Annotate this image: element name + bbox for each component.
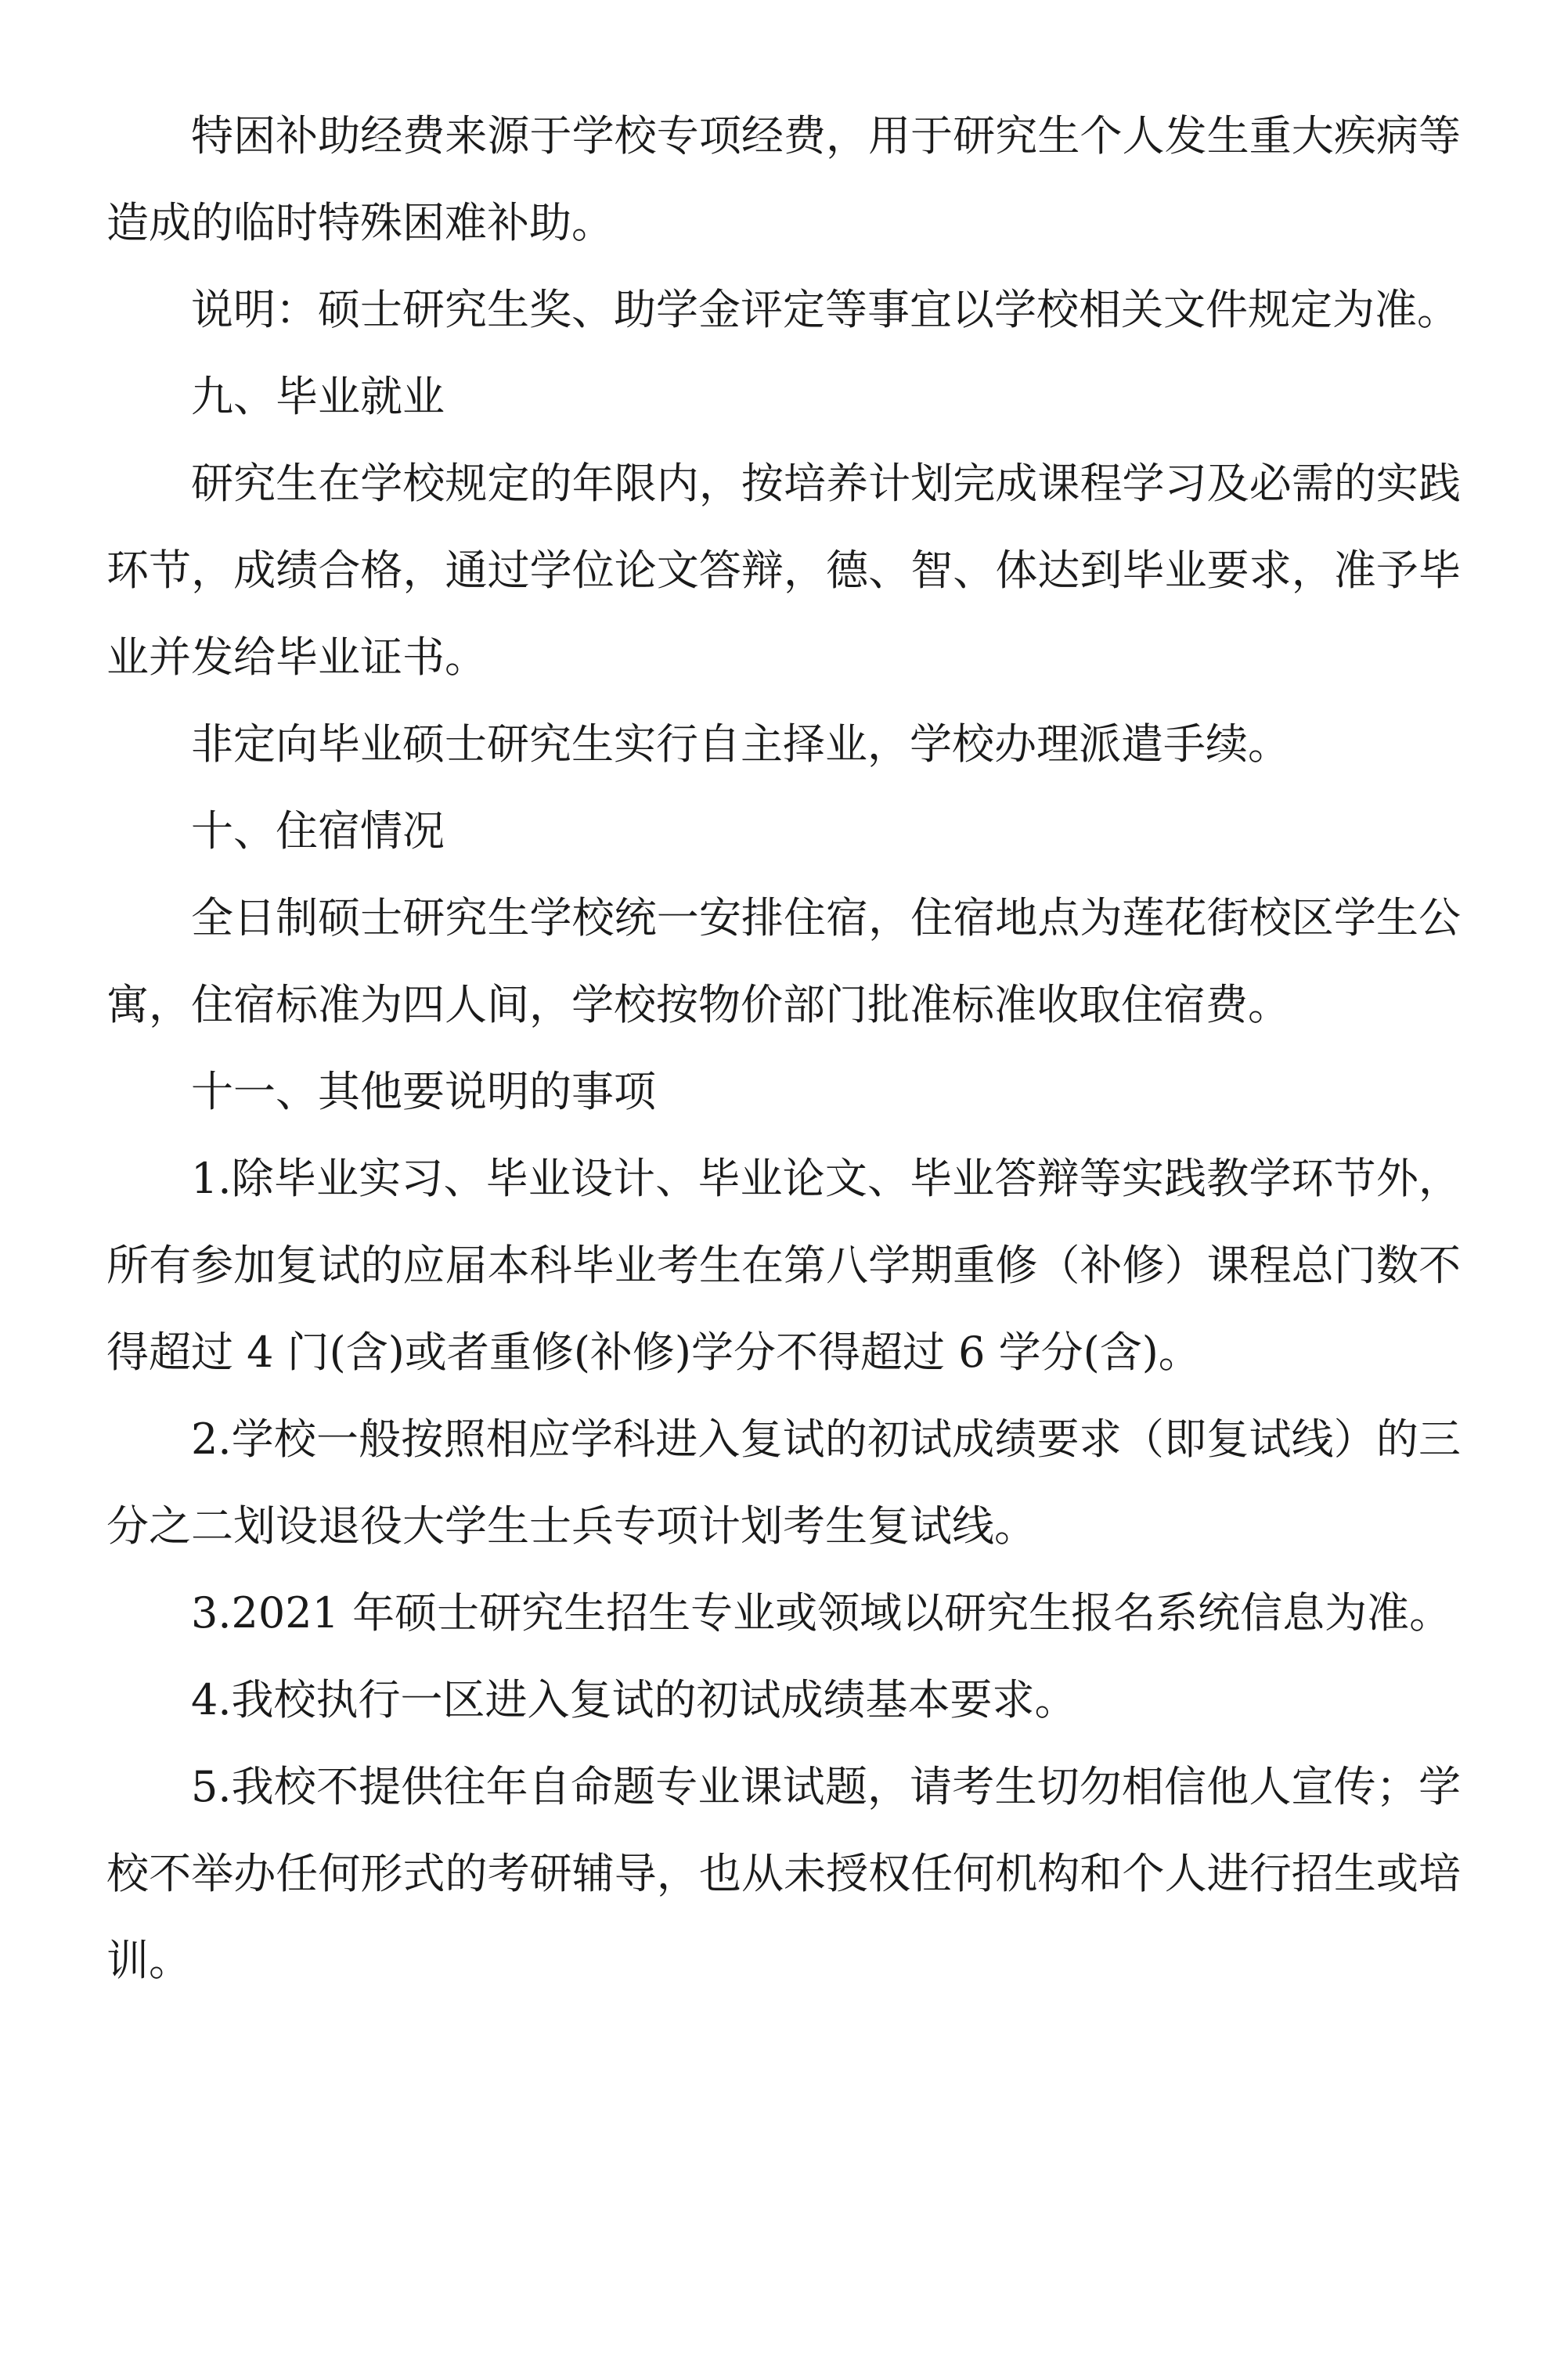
list-item-other-1: 1.除毕业实习、毕业设计、毕业论文、毕业答辩等实践教学环节外，所有参加复试的应届本科毕业考生在第八学期重修（补修）课程总门数不得超过 4 门(含)或者重修(补修)学分不得超过 6 学分(含)。 bbox=[106, 1154, 1461, 1377]
paragraph-hardship-subsidy: 特困补助经费来源于学校专项经费，用于研究生个人发生重大疾病等造成的临时特殊困难补助。 bbox=[106, 111, 1461, 247]
section-heading-graduation: 九、毕业就业 bbox=[191, 372, 445, 421]
paragraph-scholarship-note: 说明：硕士研究生奖、助学金评定等事宜以学校相关文件规定为准。 bbox=[191, 285, 1459, 334]
list-item-other-3: 3.2021 年硕士研究生招生专业或领域以研究生报名系统信息为准。 bbox=[191, 1588, 1452, 1638]
paragraph-accommodation: 全日制硕士研究生学校统一安排住宿，住宿地点为莲花街校区学生公寓，住宿标准为四人间，学校按物价部门批准标准收取住宿费。 bbox=[106, 893, 1461, 1029]
list-item-other-4: 4.我校执行一区进入复试的初试成绩基本要求。 bbox=[191, 1675, 1077, 1724]
list-item-other-2: 2.学校一般按照相应学科进入复试的初试成绩要求（即复试线）的三分之二划设退役大学生士兵专项计划考生复试线。 bbox=[106, 1414, 1461, 1551]
document-body bbox=[106, 92, 1461, 2004]
section-heading-other-matters: 十一、其他要说明的事项 bbox=[191, 1067, 656, 1116]
paragraph-employment: 非定向毕业硕士研究生实行自主择业，学校办理派遣手续。 bbox=[191, 719, 1290, 769]
section-heading-accommodation: 十、住宿情况 bbox=[191, 806, 445, 856]
paragraph-graduation-requirements: 研究生在学校规定的年限内，按培养计划完成课程学习及必需的实践环节，成绩合格，通过学位论文答辩，德、智、体达到毕业要求，准予毕业并发给毕业证书。 bbox=[106, 459, 1461, 682]
list-item-other-5: 5.我校不提供往年自命题专业课试题，请考生切勿相信他人宣传；学校不举办任何形式的考研辅导，也从未授权任何机构和个人进行招生或培训。 bbox=[106, 1762, 1461, 1985]
